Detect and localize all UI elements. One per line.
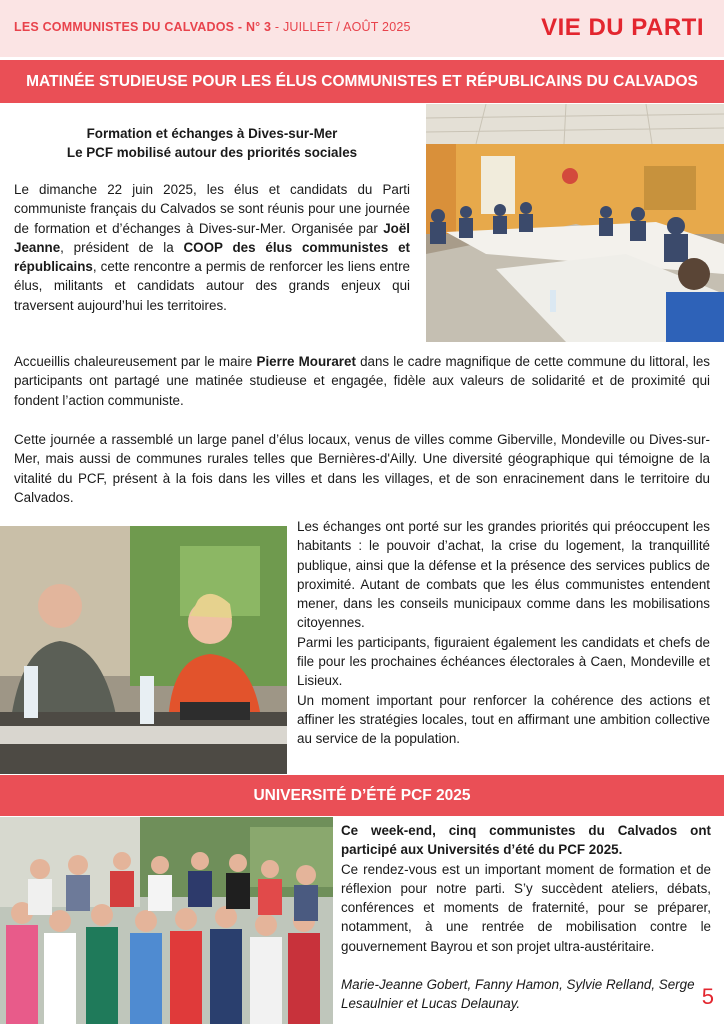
article1-paragraph-6: Un moment important pour renforcer la cohérence des actions et affiner les stratégies locales, tout en affirmant une ambition collective au service de la population.	[297, 692, 710, 747]
article2-body: Ce rendez-vous est un important moment de formation et de réflexion pour notre parti. S’y succèdent ateliers, débats, conférences et moments de fraternité, pour se préparer, notamment, à une rentrée de mobilisation contre le gouvernement Bayrou et son projet ultra-austéritaire.	[341, 861, 711, 954]
article2-text	[341, 821, 711, 1014]
article2-signature: Marie-Jeanne Gobert, Fanny Hamon, Sylvie Relland, Serge Lesaulnier et Lucas Delaunay.	[341, 977, 695, 1012]
organization-name: COOP des élus communistes et républicains	[14, 239, 410, 275]
article1-title-band: MATINÉE STUDIEUSE POUR LES ÉLUS COMMUNISTES ET RÉPUBLICAINS DU CALVADOS	[0, 60, 724, 103]
article1-paragraph-3: Cette journée a rassemblé un large panel d’élus locaux, venus de villes comme Giberville, Mondeville ou Dives-sur-Mer, mais aussi de communes rurales telles que Bernières-d'Ailly. Une diversité géographique qui témoigne de la vitalité du PCF, présent à la fois dans les villes et dans les villages, et de son enracinement dans le territoire du Calvados.	[14, 432, 710, 505]
section-title: VIE DU PARTI	[541, 14, 704, 41]
group-photo	[0, 817, 333, 1024]
article2-title-band: UNIVERSITÉ D’ÉTÉ PCF 2025	[0, 775, 724, 816]
text-span: , cette rencontre a permis de renforcer les liens entre élus, militants et candidats autour des grands enjeux qui traversent aujourd’hui les territoires.	[14, 259, 410, 313]
text-span: Le dimanche 22 juin 2025, les élus et candidats du Parti communiste français du Calvados se sont réunis pour une journée de formation et d’échanges à Dives-sur-Mer. Organisée par	[14, 182, 410, 236]
meeting-room-photo	[426, 104, 724, 342]
subtitle-line-1: Formation et échanges à Dives-sur-Mer	[86, 126, 338, 141]
issue-date: - JUILLET / AOÛT 2025	[274, 20, 411, 34]
article1-paragraph-4: Les échanges ont porté sur les grandes priorités qui préoccupent les habitants : le pouvoir d’achat, la crise du logement, la tranquillité publique, ainsi que la défense et la présence des services publics de proximité. Autant de combats que les élus communistes entendent mener, dans les conseils municipaux comme dans les mobilisations citoyennes.	[297, 519, 710, 631]
text-span: Accueillis chaleureusement par le maire	[14, 354, 257, 369]
text-span: , président de la	[60, 239, 184, 255]
organizer-name: Joël Jeanne	[14, 220, 410, 255]
article2-lead: Ce week-end, cinq communistes du Calvados ont participé aux Universités d’été du PCF 2025.	[341, 823, 711, 858]
article1-paragraph-1	[14, 180, 410, 315]
article1-paragraph-2	[14, 352, 710, 410]
mayor-name: Pierre Mouraret	[256, 354, 356, 369]
article1-subtitle	[14, 124, 410, 162]
publication-info	[14, 20, 411, 34]
subtitle-line-2: Le PCF mobilisé autour des priorités sociales	[66, 145, 358, 160]
participants-photo	[0, 526, 287, 774]
page-number: 5	[701, 984, 714, 1009]
issue-number: - N° 3	[237, 20, 272, 34]
publication-name: LES COMMUNISTES DU CALVADOS	[14, 20, 235, 34]
article1-right-column	[297, 517, 710, 749]
article1-paragraph-5: Parmi les participants, figuraient également les candidats et chefs de file pour les prochaines échéances électorales à Caen, Mondeville et Lisieux.	[297, 634, 710, 689]
text-span: dans le cadre magnifique de cette commune du littoral, les participants ont partagé une matinée studieuse et engagée, fidèle aux valeurs de solidarité et de proximité qui fondent l’action communiste.	[14, 354, 710, 408]
page-header	[0, 0, 724, 57]
